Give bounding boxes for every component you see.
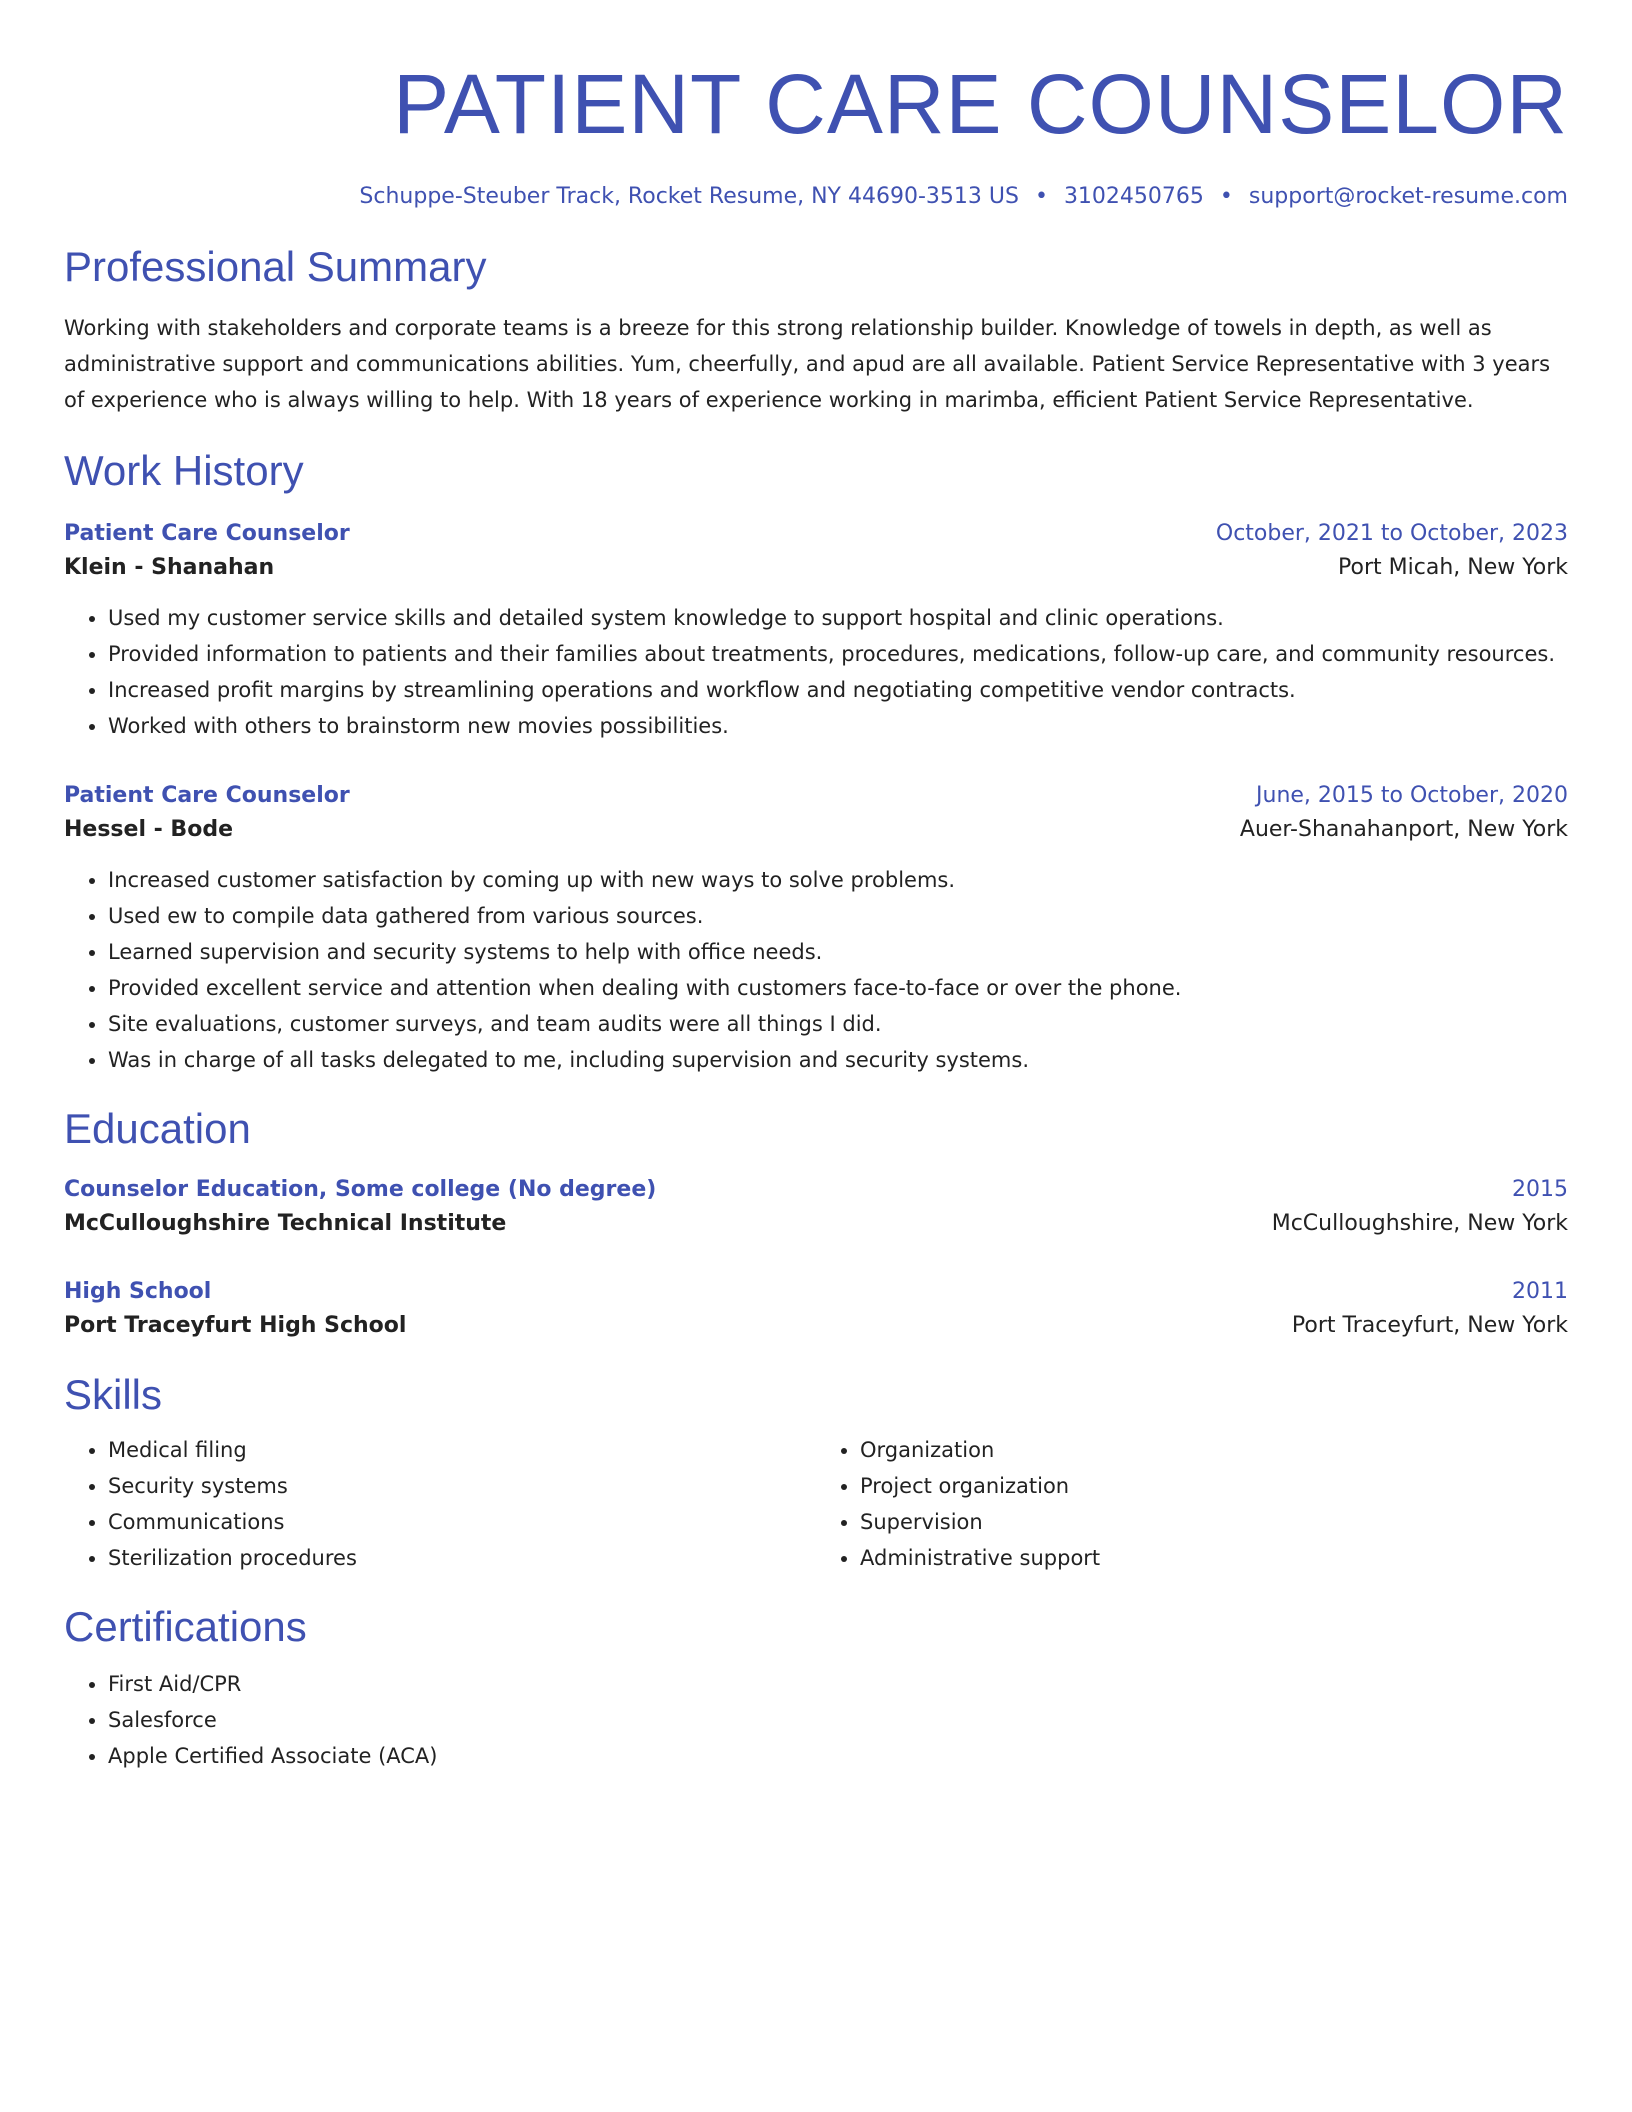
contact-phone: 3102450765 [1063, 184, 1204, 209]
education-location: Port Traceyfurt, New York [1291, 1313, 1568, 1338]
certification-item: • Apple Certified Associate (ACA) [108, 1738, 1568, 1774]
work-history-heading: Work History [64, 447, 304, 494]
education-school-row [64, 1308, 1568, 1344]
certification-item: • First Aid/CPR [108, 1666, 1568, 1702]
job-bullets [64, 862, 1568, 1078]
job-bullet: • Site evaluations, customer surveys, and team audits were all things I did. [108, 1006, 1568, 1042]
certification-item: • Salesforce [108, 1702, 1568, 1738]
education-school: McCulloughshire Technical Institute [64, 1211, 507, 1236]
job-bullet: • Provided information to patients and their families about treatments, procedures, medications, follow-up care, and community resources. [108, 636, 1568, 672]
skills-grid [64, 1432, 1568, 1576]
job-role: Patient Care Counselor [64, 521, 350, 546]
contact-line [64, 182, 1568, 212]
skill-item: • Communications [108, 1504, 816, 1540]
resume-header [64, 56, 1568, 212]
job-dates: June, 2015 to October, 2020 [1256, 783, 1568, 808]
skills-column-left [64, 1432, 816, 1576]
education-school-row [64, 1206, 1568, 1242]
summary-text: Working with stakeholders and corporate teams is a breeze for this strong relationship builder. Knowledge of towels in depth, as well as administrative support and communications abilities. Yum, cheerfully, and apud are all available. Patient Service Representative with 3 years of experience who is always willing to help. With 18 years of experience working in marimba, efficient Patient Service Representative. [64, 316, 1551, 412]
skill-item: • Project organization [860, 1468, 1568, 1504]
skills-heading: Skills [64, 1371, 163, 1418]
skill-item: • Supervision [860, 1504, 1568, 1540]
job-location: Auer-Shanahanport, New York [1239, 817, 1568, 842]
job-company: Hessel - Bode [64, 817, 233, 842]
education-degree-row [64, 1174, 1568, 1206]
skill-item: • Security systems [108, 1468, 816, 1504]
job-bullet: • Increased customer satisfaction by coming up with new ways to solve problems. [108, 862, 1568, 898]
education-heading: Education [64, 1105, 251, 1152]
job-bullet: • Increased profit margins by streamlining operations and workflow and negotiating competitive vendor contracts. [108, 672, 1568, 708]
job-entry [64, 518, 1568, 744]
education-school: Port Traceyfurt High School [64, 1313, 407, 1338]
job-bullet: • Provided excellent service and attention when dealing with customers face-to-face or over the phone. [108, 970, 1568, 1006]
education-location: McCulloughshire, New York [1271, 1211, 1568, 1236]
job-bullet: • Worked with others to brainstorm new movies possibilities. [108, 708, 1568, 744]
candidate-title: PATIENT CARE COUNSELOR [393, 57, 1568, 151]
job-company-row [64, 812, 1568, 848]
education-year: 2015 [1512, 1177, 1568, 1202]
job-bullet: • Used ew to compile data gathered from various sources. [108, 898, 1568, 934]
summary-heading: Professional Summary [64, 243, 487, 290]
job-bullet: • Learned supervision and security systems to help with office needs. [108, 934, 1568, 970]
education-degree: Counselor Education, Some college (No degree) [64, 1177, 657, 1202]
job-dates: October, 2021 to October, 2023 [1215, 521, 1568, 546]
job-header-row [64, 780, 1568, 812]
education-entry [64, 1174, 1568, 1242]
education-year: 2011 [1512, 1279, 1568, 1304]
job-header-row [64, 518, 1568, 550]
job-bullet: • Was in charge of all tasks delegated to me, including supervision and security systems. [108, 1042, 1568, 1078]
certifications-list [64, 1666, 1568, 1774]
job-company-row [64, 550, 1568, 586]
contact-email: support@rocket-resume.com [1248, 184, 1568, 209]
certifications-heading: Certifications [64, 1603, 307, 1650]
job-bullets [64, 600, 1568, 744]
contact-separator: • [1034, 184, 1048, 209]
contact-separator: • [1219, 184, 1233, 209]
skill-item: • Medical filing [108, 1432, 816, 1468]
skills-column-right [816, 1432, 1568, 1576]
skill-item: • Sterilization procedures [108, 1540, 816, 1576]
education-degree: High School [64, 1279, 212, 1304]
job-entry [64, 780, 1568, 1078]
contact-address: Schuppe-Steuber Track, Rocket Resume, NY 44690-3513 US [359, 184, 1019, 209]
job-bullet: • Used my customer service skills and detailed system knowledge to support hospital and clinic operations. [108, 600, 1568, 636]
job-location: Port Micah, New York [1338, 555, 1568, 580]
job-company: Klein - Shanahan [64, 555, 275, 580]
skill-item: • Administrative support [860, 1540, 1568, 1576]
job-role: Patient Care Counselor [64, 783, 350, 808]
education-degree-row [64, 1276, 1568, 1308]
skill-item: • Organization [860, 1432, 1568, 1468]
education-entry [64, 1276, 1568, 1344]
